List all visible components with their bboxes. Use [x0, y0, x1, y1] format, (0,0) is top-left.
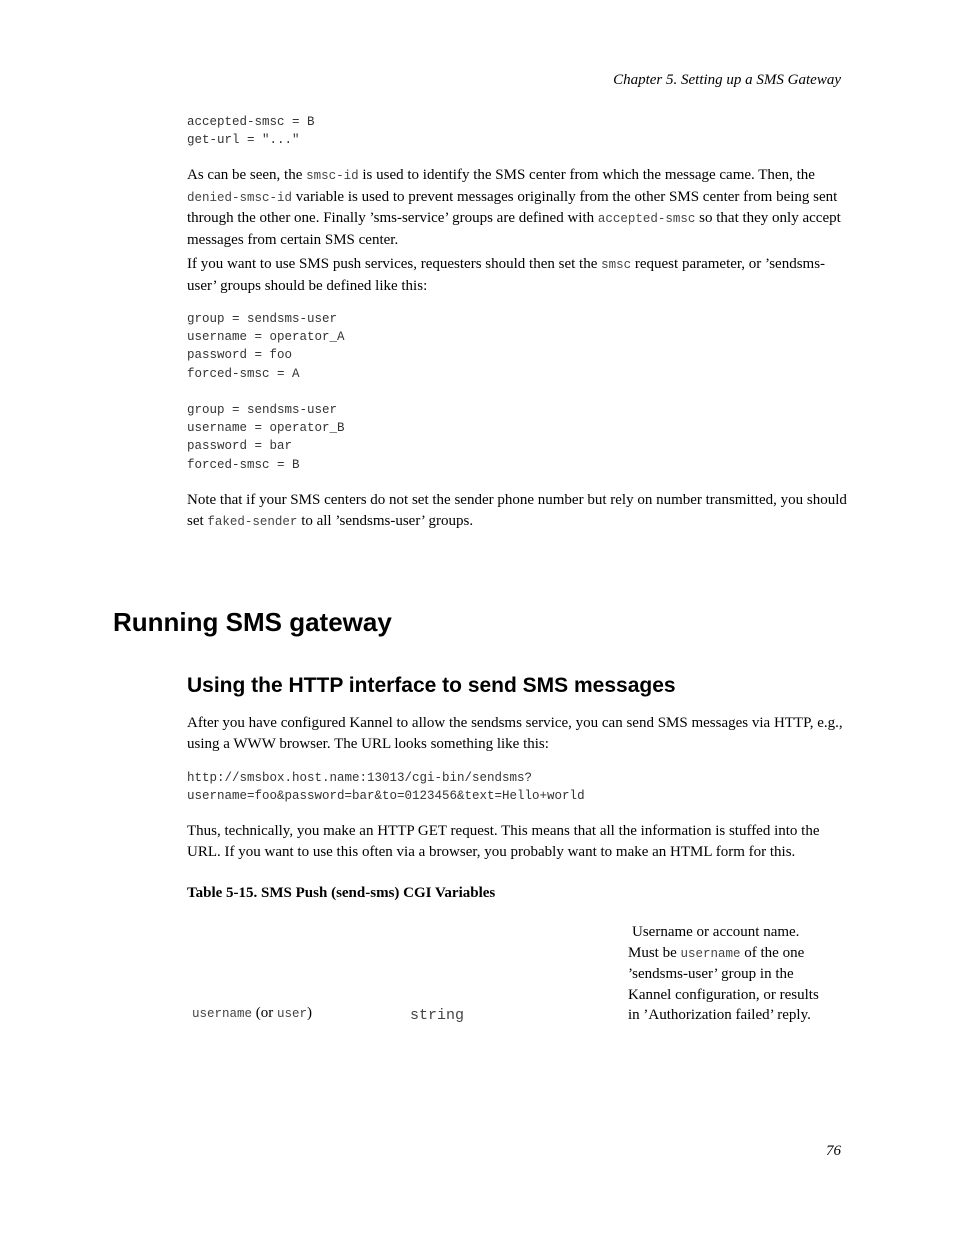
inline-code: smsc [601, 258, 632, 272]
text: so that they only accept messages from certain SMS center. [187, 210, 841, 248]
text: Note that if your SMS centers do not set the sender phone number but rely on number transmitted, you should set [187, 492, 847, 529]
table-cell-type: string [410, 1007, 465, 1024]
table-cell-variable [192, 1003, 312, 1025]
running-head: Chapter 5. Setting up a SMS Gateway [613, 72, 841, 88]
paragraph-http-interface: After you have configured Kannel to allow the sendsms service, you can send SMS messages via HTTP, e.g., using a WWW browser. The URL looks something like this: [187, 715, 843, 752]
table-cell-description [628, 922, 833, 1026]
paragraph-faked-sender [187, 490, 847, 532]
inline-code: username [680, 946, 741, 961]
inline-code: accepted-smsc [597, 212, 696, 226]
text: ) [307, 1005, 313, 1021]
inline-code: denied-smsc-id [187, 190, 293, 205]
inline-code: faked-sender [207, 514, 298, 529]
text: is used to identify the SMS center from which the message came. Then, the [358, 167, 815, 183]
table-caption: Table 5-15. SMS Push (send-sms) CGI Variables [187, 885, 496, 901]
inline-code: smsc-id [306, 169, 359, 183]
paragraph-http-get: Thus, technically, you make an HTTP GET request. This means that all the information is stuffed into the URL. If you want to use this often via a browser, you probably want to make an HTML form for this. [187, 823, 820, 860]
inline-code: user [277, 1007, 308, 1021]
text: to all ’sendsms-user’ groups. [297, 512, 474, 529]
text: If you want to use SMS push services, requesters should then set the [187, 256, 602, 272]
text: variable is used to prevent messages originally from the other SMS center from being sent through the other one. Finally ’sms-service’ groups are defined with [187, 188, 838, 226]
page-number: 76 [826, 1143, 841, 1159]
text: request parameter, or ’sendsms-user’ groups should be defined like this: [187, 256, 826, 294]
subsection-title: Using the HTTP interface to send SMS messages [187, 674, 676, 697]
code-block-sendsms-user: group = sendsms-user username = operator_A password = foo forced-smsc = A group = sendsms-user username = operator_B password = bar forced-smsc = B [187, 312, 345, 472]
cgi-variables-table [187, 920, 847, 1030]
text: As can be seen, the [187, 167, 307, 183]
paragraph-sms-push [187, 254, 847, 296]
code-block-url: http://smsbox.host.name:13013/cgi-bin/sendsms? username=foo&password=bar&to=0123456&text=Hello+world [187, 771, 585, 804]
text: Username or account name. Must be [628, 924, 800, 961]
section-title: Running SMS gateway [113, 607, 392, 637]
text: (or [252, 1005, 278, 1021]
paragraph-smsc-id [187, 165, 847, 250]
text: of the one ’sendsms-user’ group in the Kannel configuration, or results in ’Authorization failed’ reply. [628, 944, 819, 1023]
code-block-config-end: accepted-smsc = B get-url = "..." [187, 115, 315, 148]
inline-code: username [192, 1007, 253, 1021]
